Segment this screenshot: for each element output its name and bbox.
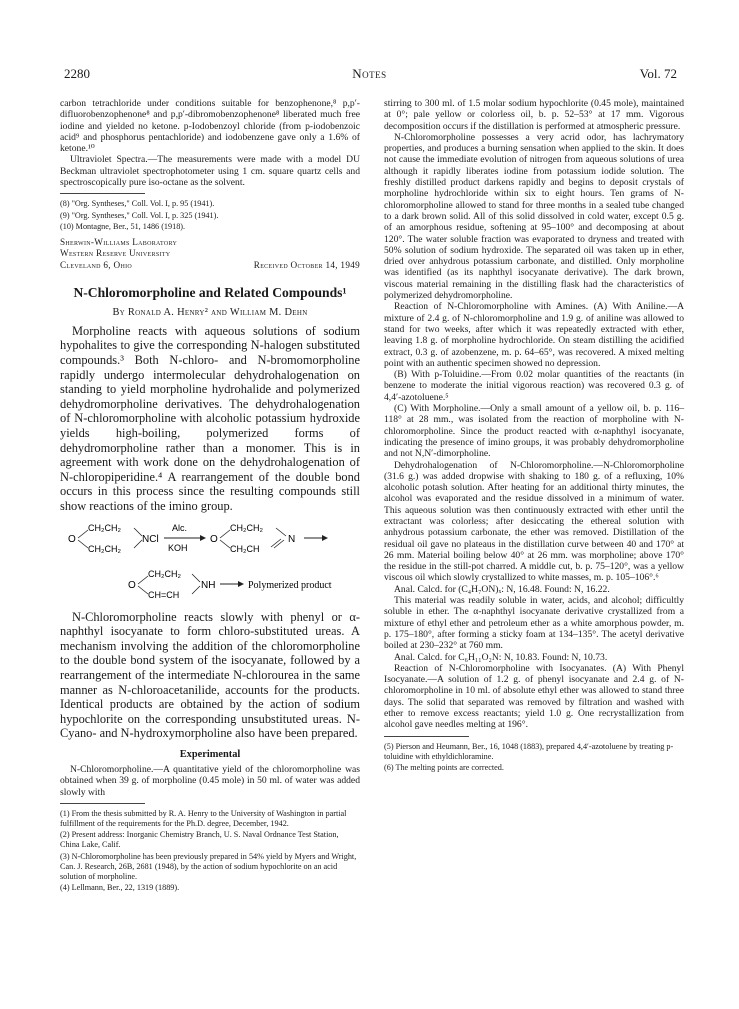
footnote: (2) Present address: Inorganic Chemistry Branch, U. S. Naval Ordnance Test Station, China Lake, Calif. [60,830,339,850]
volume-number: Vol. 72 [639,66,677,81]
scheme-ncl: NCl [142,533,159,545]
uv-spectra-paragraph: Ultraviolet Spectra.—The measurements were made with a model DU Beckman ultraviolet spectrophotometer using 1 cm. square quartz cells and spectroscopically pure iso-octane as the solvent. [60,154,360,189]
body-paragraph: Dehydrohalogenation of N-Chloromorpholine.—N-Chloromorpholine (31.6 g.) was added dropwise with shaking to 180 g. of a refluxing, 10% alcoholic potash solution. After heating for an additional thirty minutes, the alcohol was evaporated and the residue dissolved in a minimum of water. This aqueous solution was then continuously extracted with ether until the extractant was colorless; after desiccating the ethereal solution with anhydrous potassium carbonate, the ether was removed. Distillation of the residual oil gave no plateaus in the distillation curve between 40 and 170° at 26 mm. Material boiling below 40° at 26 mm. was morpholine; above 170° the residue in the still-pot charred. A middle cut, b. p. 75–120°, was a yellow viscous oil which slowly crystallized to white masses, m. p. 105–106°.⁶ [384,459,684,584]
lab-line [60,260,360,271]
analysis-line: Anal. Calcd. for C₆H₁₁O₂N: N, 10.83. Found: N, 10.73. [394,651,608,663]
scheme-o: O [210,533,218,545]
intro-paragraph: Morpholine reacts with aqueous solutions of sodium hypohalites to give the corresponding N-halogen substituted compounds.³ Both N-chloro- and N-bromomorpholine rapidly undergo intermolecular dehydrohalogenation on standing to yield morpholine hydrohalide and polymerized dehydromorpholine derivatives. The dehydrohalogenation of N-chloromorpholine with alcoholic potassium hydroxide yields high-boiling, polymerized forms of dehydromorpholine rather than a monomer. This is in agreement with work done on the dehydrohalogenation of N-chloropiperidine.⁴ A rearrangement of the double bond occurs in this process since the resulting compounds still show reactions of the imino group. [60,323,360,513]
article-title: N-Chloromorpholine and Related Compounds¹ [73,284,347,300]
analysis-line: Anal. Calcd. for (C₄H₇ON)ₓ: N, 16.48. Found: N, 16.22. [394,583,610,595]
footnote: (8) "Org. Syntheses," Coll. Vol. I, p. 95 (1941). [60,199,215,209]
footnote-rule [60,193,145,194]
received-date: Received October 14, 1949 [253,259,360,270]
body-paragraph: N-Chloromorpholine possesses a very acrid odor, has lachrymatory properties, and produces a burning sensation when applied to the skin. It does not cause the immediate evolution of nitrogen from aqueous solutions of urea although it rapidly liberates iodine from potassium iodide solution. The freshly distilled product darkens rapidly and begins to deposit crystals of morpholine hydrochloride within six to eight hours. Ten grams of N-chloromorpholine allowed to stand for three months in a sealed tube changed to a dark brown solid. All of this solid dissolved in cold water, except 0.5 g. of an amorphous residue, softening at 95–100° and decomposing at about 120°. The water soluble fraction was evaporated to dryness and treated with 50% solution of sodium hydroxide. The separated oil was taken up in ether, dried over anhydrous potassium carbonate, and distilled. Only morpholine was identified (as its naphthyl isocyanate derivative). The dark brown, viscous material remaining in the distilling flask had the characteristics of polymerized dehydromorpholine. [384,131,684,302]
scheme-ch2ch2: CH₂CH₂ [88,522,121,533]
footnote-rule [60,803,145,804]
scheme-ch2ch2: CH₂CH₂ [148,568,181,579]
body-paragraph: (B) With p-Toluidine.—From 0.02 molar quantities of the reactants (in benzene to moderate the initial vigorous reaction) was recovered 0.3 g. of 4,4′-azotoluene.⁵ [384,369,684,403]
scheme-o: O [68,533,76,545]
experimental-paragraph: N-Chloromorpholine.—A quantitative yield of the chloromorpholine was obtained when 39 g. of morpholine (0.45 mole) in 50 ml. of water was added slowly with [60,763,360,798]
body-paragraph: Reaction of N-Chloromorpholine with Isocyanates. (A) With Phenyl Isocyanate.—A solution of 1.2 g. of phenyl isocyanate and 2.4 g. of N-chloromorpholine in 10 ml. of absolute ethyl ether was allowed to stand three days. The solid that separated was removed by filtration and washed with ether to remove excess reactants; yield 1.0 g. One recrystallization from alcohol gave needles melting at 196°. [384,662,684,731]
lab-line: Western Reserve University [60,248,171,259]
body-paragraph: (C) With Morpholine.—Only a small amount of a yellow oil, b. p. 116–118° at 28 mm., was isolated from the reaction of morpholine with N-chloromorpholine. Since the product reacted with α-naphthyl isocyanate, indicating the presence of imino groups, it was probably dehydromorpholine and not N,N′-dimorpholine. [384,403,684,460]
scheme-n: N [288,533,296,545]
footnote: (6) The melting points are corrected. [384,763,504,773]
footnote: (3) N-Chloromorpholine has been previously prepared in 54% yield by Myers and Wright, Can. J. Research, 26B, 2681 (1948), by the action of sodium hypochlorite on an acid solution of morpholine. [60,851,357,882]
article-authors: By Ronald A. Henry² and William M. Dehn [112,306,308,318]
scheme-koh: KOH [168,542,188,553]
body-paragraph: This material was readily soluble in water, acids, and alcohol; difficultly soluble in ether. The α-naphthyl isocyanate derivative crystallized from a mixture of ethyl ether and petroleum ether as a white amorphous powder, m. p. 175–180°, after forming a sticky foam at 134–135°. The acetyl derivative boiled at 230–232° at 760 mm. [384,595,684,652]
scheme-ch2ch: CH₂CH [230,543,260,554]
scheme-ch-ch: CH=CH [148,589,180,600]
page-number: 2280 [64,66,90,81]
body-paragraph: stirring to 300 ml. of 1.5 molar sodium hypochlorite (0.45 mole), maintained at 0°; pale yellow or colorless oil, b. p. 52–53° at 17 mm. Vigorous decomposition occurs if the distillation is performed at atmospheric pressure. [384,98,684,132]
scheme-ch2ch2: CH₂CH₂ [88,543,121,554]
running-header [60,66,679,84]
lab-line: Sherwin-Williams Laboratory [60,236,178,247]
scheme-ch2ch2: CH₂CH₂ [230,522,263,533]
footnote: (10) Montagne, Ber., 51, 1486 (1918). [60,221,186,231]
body-paragraph: Reaction of N-Chloromorpholine with Amines. (A) With Aniline.—A mixture of 2.4 g. of N-chloromorpholine and 1.9 g. of aniline was allowed to stand for two weeks, after which it was repeatedly extracted with ether, leaving 1.8 g. of morpholine hydrochloride. On steam distilling the acidified extract, 0.3 g. of azobenzene, m. p. 64–65°, was recovered. A mixed melting point with an authentic specimen showed no depression. [384,301,684,369]
experimental-heading: Experimental [179,748,241,760]
scheme-product: Polymerized product [248,579,332,591]
mechanism-paragraph: N-Chloromorpholine reacts slowly with phenyl or α-naphthyl isocyanate to form chloro-substituted ureas. A mechanism involving the addition of the chloromorpholine to the double bond system of the isocyanate, followed by a rearrangement of the intermediate N-chlorourea in the same manner as N-chloroacetanilide, accounts for the products. Identical products are obtained by the action of sodium hypochlorite on the corresponding unsubstituted ureas. N-Cyano- and N-hydroxymorpholine also have been prepared. [60,609,360,741]
footnote-rule [384,736,469,737]
right-column [384,98,684,774]
reaction-scheme [60,518,360,606]
footnote: (5) Pierson and Heumann, Ber., 16, 1048 (1883), prepared 4,4′-azotoluene by treating p-toluidine with ethyldichloramine. [384,741,674,761]
scheme-alc: Alc. [172,522,188,533]
scheme-o: O [128,579,136,591]
scheme-nh: NH [201,579,216,591]
footnote: (9) "Org. Syntheses," Coll. Vol. I, p. 325 (1941). [60,210,219,220]
footnote: (1) From the thesis submitted by R. A. Henry to the University of Washington in partial fulfillment of the requirements for the Ph.D. degree, December, 1942. [60,808,347,829]
footnote: (4) Lellmann, Ber., 22, 1319 (1889). [60,883,180,893]
section-title: Notes [352,66,387,81]
continued-paragraph: carbon tetrachloride under conditions suitable for benzophenone,⁸ p,p′-difluorobenzophenone⁸ and p,p′-dibromobenzophenone⁸ liberated much free iodine and yielded no ketone. p-Iodobenzoyl chloride (from p-iodobenzoic acid⁹ and phosphorus pentachloride) and iodobenzene gave only a 1.6% of ketone.¹⁰ [60,98,360,155]
left-column [60,98,360,894]
lab-city: Cleveland 6, Ohio [60,259,133,270]
